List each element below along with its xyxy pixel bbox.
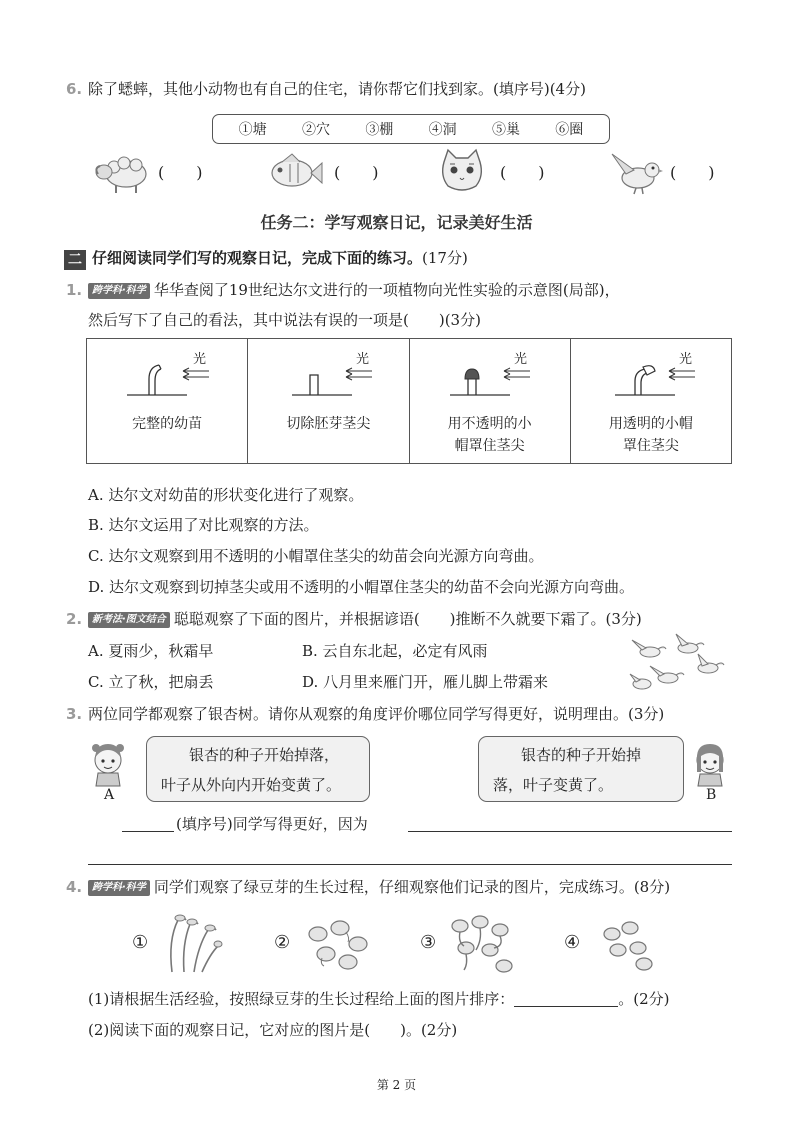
cell-caption: 帽罩住茎尖 xyxy=(454,438,525,454)
subject-badge: 新考法·图文结合 xyxy=(88,612,170,628)
option-d[interactable]: D. 达尔文观察到切掉茎尖或用不透明的小帽罩住茎尖的幼苗不会向光源方向弯曲。 xyxy=(88,578,635,596)
question-line: 同学们观察了绿豆芽的生长过程，仔细观察他们记录的图片，完成练习。(8分) xyxy=(153,878,671,896)
question-text: 两位同学都观察了银杏树。请你从观察的角度评价哪位同学写得更好，说明理由。(3分) xyxy=(88,705,665,723)
answer-blank[interactable]: ( ) xyxy=(334,163,379,182)
option-a[interactable]: A. 达尔文对幼苗的形状变化进行了观察。 xyxy=(88,486,364,504)
picture-number: ① xyxy=(132,932,149,953)
sub-question-text: (1)请根据生活经验，按照绿豆芽的生长过程给上面的图片排序： xyxy=(88,990,515,1008)
subject-badge: 跨学科·科学 xyxy=(88,283,150,299)
experiment-cell xyxy=(570,339,731,464)
option: ②穴 xyxy=(301,122,330,138)
option: ①塘 xyxy=(238,122,267,138)
experiment-table xyxy=(86,338,732,464)
option-b[interactable]: B. 达尔文运用了对比观察的方法。 xyxy=(88,516,319,534)
sub-question-score: 。(2分) xyxy=(618,990,670,1008)
option-c[interactable]: C. 达尔文观察到用不透明的小帽罩住茎尖的幼苗会向光源方向弯曲。 xyxy=(88,547,544,565)
question-number: 4. xyxy=(66,878,83,896)
experiment-cell xyxy=(409,339,570,464)
seedling-clear-cap-icon xyxy=(571,339,731,411)
girl-a-avatar xyxy=(88,738,128,788)
geese-icon xyxy=(628,632,732,696)
speech-bubble-b xyxy=(478,736,684,802)
seedling-opaque-cap-icon xyxy=(410,339,570,411)
task-title: 任务二：学写观察日记，记录美好生活 xyxy=(260,213,533,232)
question-number: 6. xyxy=(66,80,83,98)
bubble-line: 银杏的种子开始掉 xyxy=(521,746,642,764)
fish-icon xyxy=(264,148,324,196)
option: ⑥圈 xyxy=(555,122,584,138)
subject-badge: 跨学科·科学 xyxy=(88,880,150,896)
option-c[interactable]: C. 立了秋，把扇丢 xyxy=(88,673,214,691)
section-number: 二 xyxy=(64,250,86,270)
option-b[interactable]: B. 云自东北起，必定有风雨 xyxy=(302,642,488,660)
question-text xyxy=(88,876,670,898)
light-label: 光 xyxy=(356,352,370,367)
question-line: 然后写下了自己的看法，其中说法有误的一项是( )(3分) xyxy=(88,311,481,329)
label-a: A xyxy=(104,787,115,803)
beans-sprouting-icon xyxy=(300,910,376,976)
sub-question-2: (2)阅读下面的观察日记，它对应的图片是( )。(2分) xyxy=(88,1021,458,1039)
option: ④洞 xyxy=(428,122,457,138)
beans-short-sprout-icon xyxy=(446,910,522,976)
option: ③棚 xyxy=(365,122,394,138)
bird-icon xyxy=(608,148,664,196)
picture-number: ② xyxy=(274,932,291,953)
cat-icon xyxy=(436,148,488,196)
question-number: 2. xyxy=(66,610,83,628)
question-number: 1. xyxy=(66,281,83,299)
experiment-cell xyxy=(87,339,248,464)
answer-blank[interactable] xyxy=(514,991,618,1007)
question-text xyxy=(88,279,620,301)
question-line: 华华查阅了19世纪达尔文进行的一项植物向光性实验的示意图(局部)， xyxy=(153,281,620,299)
answer-blank[interactable] xyxy=(122,831,174,832)
section-title: 仔细阅读同学们写的观察日记，完成下面的练习。 xyxy=(92,249,423,267)
picture-number: ③ xyxy=(420,932,437,953)
cell-caption: 完整的幼苗 xyxy=(132,416,203,432)
answer-prompt: (填序号)同学写得更好，因为 xyxy=(176,815,368,833)
cell-caption: 罩住茎尖 xyxy=(622,438,679,454)
option-a[interactable]: A. 夏雨少，秋霜早 xyxy=(88,642,214,660)
question-line: 聪聪观察了下面的图片，并根据谚语( )推断不久就要下霜了。(3分) xyxy=(173,610,642,628)
picture-number: ④ xyxy=(564,932,581,953)
seedling-cut-icon xyxy=(248,339,408,411)
sub-question-1 xyxy=(88,988,670,1010)
section-score: (17分) xyxy=(422,249,468,267)
beans-soaked-icon xyxy=(590,910,660,976)
question-text xyxy=(88,608,642,630)
cell-caption: 用透明的小帽 xyxy=(608,416,693,432)
speech-bubble-a xyxy=(146,736,370,802)
girl-b-avatar xyxy=(690,738,730,788)
cell-caption: 用不透明的小 xyxy=(447,416,532,432)
light-label: 光 xyxy=(513,352,527,367)
label-b: B xyxy=(706,787,717,803)
sprout-long-icon xyxy=(158,910,228,976)
options-box xyxy=(212,114,610,144)
answer-blank[interactable]: ( ) xyxy=(500,163,545,182)
cell-caption: 切除胚芽茎尖 xyxy=(286,416,371,432)
section-header xyxy=(64,247,468,270)
answer-blank[interactable]: ( ) xyxy=(670,163,715,182)
question-text: 除了蟋蟀，其他小动物也有自己的住宅，请你帮它们找到家。(填序号)(4分) xyxy=(88,80,586,98)
option-d[interactable]: D. 八月里来雁门开，雁儿脚上带霜来 xyxy=(302,673,549,691)
sheep-icon xyxy=(92,148,150,196)
experiment-cell xyxy=(248,339,409,464)
answer-blank[interactable]: ( ) xyxy=(158,163,203,182)
option: ⑤巢 xyxy=(491,122,520,138)
bubble-line: 叶子从外向内开始变黄了。 xyxy=(161,776,342,794)
light-label: 光 xyxy=(193,352,207,367)
seedling-intact-icon xyxy=(87,339,247,411)
page-number: 第 2 页 xyxy=(376,1078,417,1092)
answer-line[interactable] xyxy=(88,864,732,865)
answer-line[interactable] xyxy=(408,831,732,832)
bubble-line: 落，叶子变黄了。 xyxy=(493,776,614,794)
light-label: 光 xyxy=(678,352,692,367)
question-number: 3. xyxy=(66,705,83,723)
bubble-line: 银杏的种子开始掉落， xyxy=(189,746,340,764)
